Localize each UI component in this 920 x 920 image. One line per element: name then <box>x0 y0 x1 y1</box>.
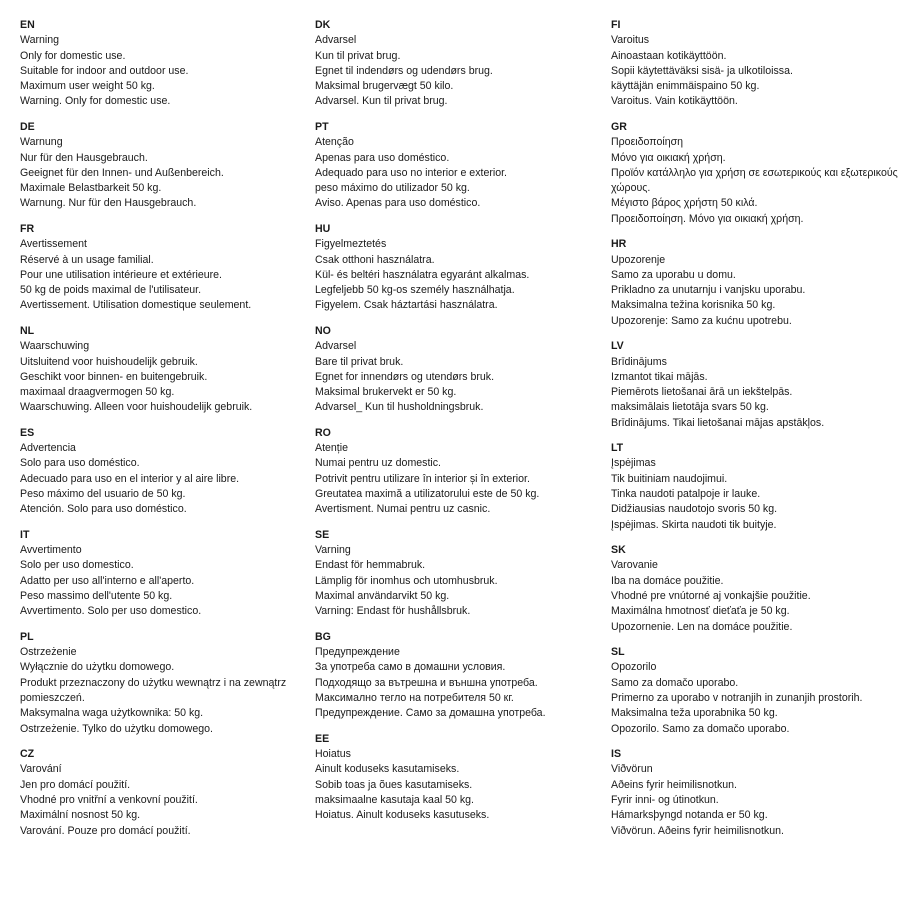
warning-text-line: Opozorilo. Samo za domačo uporabo. <box>611 722 790 735</box>
language-block <box>20 324 320 416</box>
warning-text-line: Csak otthoni használatra. <box>315 253 435 266</box>
language-code: LV <box>611 340 624 353</box>
warning-text-line: Προειδοποίηση. Μόνο για οικιακή χρήση. <box>611 212 804 225</box>
warning-heading: Upozorenje <box>611 253 666 266</box>
language-block <box>315 324 615 416</box>
warning-text-line: Adatto per uso all'interno e all'aperto. <box>20 574 195 587</box>
warning-text-line: Μέγιστο βάρος χρήστη 50 κιλά. <box>611 197 758 210</box>
warning-text-line: Samo za domačo uporabo. <box>611 676 739 689</box>
warning-text-line: Only for domestic use. <box>20 49 126 62</box>
language-code: NO <box>315 324 331 337</box>
warning-text-line: Maximálna hmotnosť dieťaťa je 50 kg. <box>611 605 790 618</box>
warning-text-line: Uitsluitend voor huishoudelijk gebruik. <box>20 355 198 368</box>
warning-heading: Waarschuwing <box>20 340 90 353</box>
warning-text-line: Geeignet für den Innen- und Außenbereich. <box>20 166 224 179</box>
warning-heading: Warnung <box>20 136 63 149</box>
language-code: NL <box>20 324 35 337</box>
warning-text-line: Adecuado para uso en el interior y al aire libre. <box>20 472 240 485</box>
language-code: FI <box>611 19 621 31</box>
warning-heading: Avertissement <box>20 238 87 251</box>
warning-text-line: Solo para uso doméstico. <box>20 457 140 470</box>
warning-text-line: Kun til privat brug. <box>315 49 401 62</box>
warning-text-line: Potrivit pentru utilizare în interior și în exterior. <box>315 472 530 485</box>
warning-text-line: Kül- és beltéri használatra egyaránt alkalmas. <box>315 268 530 281</box>
warning-heading: Advarsel <box>315 34 357 47</box>
warning-text-line: Предупреждение. Само за домашна употреба. <box>315 707 546 720</box>
language-code: SK <box>611 544 626 557</box>
language-block <box>20 18 320 110</box>
warning-text-line: maksimālais lietotāja svars 50 kg. <box>611 401 769 414</box>
warning-text-line: Figyelem. Csak háztartási használatra. <box>315 299 498 312</box>
language-block <box>611 18 911 110</box>
warning-heading: Varovanie <box>611 559 658 572</box>
language-code: CZ <box>20 748 35 761</box>
warning-text-line: Solo per uso domestico. <box>20 559 134 572</box>
warning-heading: Advertencia <box>20 442 76 455</box>
language-block <box>20 222 320 314</box>
language-block <box>315 732 615 824</box>
warning-text-line: Wyłącznie do użytku domowego. <box>20 661 175 674</box>
warning-text-line: Ostrzeżenie. Tylko do użytku domowego. <box>20 722 213 735</box>
warning-text-line: Réservé à un usage familial. <box>20 253 154 266</box>
column-2 <box>315 18 615 834</box>
warning-heading: Atenție <box>315 442 348 455</box>
warning-heading: Viðvörun <box>611 763 653 776</box>
language-code: DK <box>315 19 331 31</box>
warning-text-line: Максимално тегло на потребителя 50 кг. <box>315 692 514 704</box>
language-block <box>20 120 320 212</box>
language-code: ES <box>20 426 35 439</box>
warning-text-line: Brīdinājums. Tikai lietošanai mājas apstākļos. <box>611 416 825 429</box>
warning-text-line: Suitable for indoor and outdoor use. <box>20 64 189 77</box>
column-3 <box>611 18 911 849</box>
warning-text-line: Apenas para uso doméstico. <box>315 151 450 164</box>
warning-text-line: Viðvörun. Aðeins fyrir heimilisnotkun. <box>611 824 784 837</box>
warning-text-line: Legfeljebb 50 kg-os személy használhatja. <box>315 284 515 297</box>
warning-text-line: Įspėjimas. Skirta naudoti tik buityje. <box>611 518 777 531</box>
warning-text-line: Maximální nosnost 50 kg. <box>20 809 141 822</box>
warning-text-line: Hámarksþyngd notanda er 50 kg. <box>611 809 768 822</box>
warning-text-line: Maksimalna težina korisnika 50 kg. <box>611 299 776 312</box>
warning-heading: Figyelmeztetés <box>315 238 387 251</box>
warning-text-line: Nur für den Hausgebrauch. <box>20 151 148 164</box>
warning-text-line: peso máximo do utilizador 50 kg. <box>315 182 470 195</box>
warning-text-line: Maximale Belastbarkeit 50 kg. <box>20 182 162 195</box>
language-block <box>315 222 615 314</box>
warning-heading: Προειδοποίηση <box>611 136 684 149</box>
language-code: HR <box>611 238 627 251</box>
warning-text-line: Ainult koduseks kasutamiseks. <box>315 763 460 776</box>
warning-text-line: Samo za uporabu u domu. <box>611 268 736 281</box>
warning-text-line: Egnet til indendørs og udendørs brug. <box>315 64 493 77</box>
language-block <box>611 339 911 431</box>
warning-text-line: Geschikt voor binnen- en buitengebruik. <box>20 370 208 383</box>
warning-text-line: Produkt przeznaczony do użytku wewnątrz i na zewnątrz pomieszczeń. <box>20 676 287 704</box>
warning-text-line: Maksimal brugervægt 50 kilo. <box>315 80 454 93</box>
language-code: GR <box>611 120 627 133</box>
warning-text-line: Avertisment. Numai pentru uz casnic. <box>315 503 491 516</box>
warning-heading: Warning <box>20 34 60 47</box>
warning-heading: Brīdinājums <box>611 355 667 368</box>
warning-text-line: Προϊόν κατάλληλο για χρήση σε εσωτερικούς και εξωτερικούς χώρους. <box>611 166 898 195</box>
language-code: EN <box>20 19 35 31</box>
language-code: HU <box>315 222 331 235</box>
warning-text-line: Izmantot tikai mājās. <box>611 370 708 383</box>
warning-text-line: Sopii käytettäväksi sisä- ja ulkotiloissa. <box>611 64 793 77</box>
warning-heading: Предупреждение <box>315 646 400 659</box>
warning-heading: Varning <box>315 544 351 557</box>
warning-text-line: Advarsel_ Kun til husholdningsbruk. <box>315 401 484 414</box>
warning-text-line: Bare til privat bruk. <box>315 355 404 368</box>
language-block <box>315 528 615 620</box>
warning-text-line: käyttäjän enimmäispaino 50 kg. <box>611 80 760 93</box>
column-1 <box>20 18 320 849</box>
language-code: IT <box>20 528 30 541</box>
warning-text-line: Tinka naudoti patalpoje ir lauke. <box>611 488 761 501</box>
warning-text-line: Iba na domáce použitie. <box>611 574 724 587</box>
warning-text-line: Prikladno za unutarnju i vanjsku uporabu. <box>611 284 806 297</box>
warning-text-line: Endast för hemmabruk. <box>315 559 426 572</box>
language-block <box>315 426 615 518</box>
language-block <box>611 441 911 533</box>
warning-heading: Advarsel <box>315 340 357 353</box>
warning-text-line: Aviso. Apenas para uso doméstico. <box>315 197 481 210</box>
warning-text-line: Numai pentru uz domestic. <box>315 457 442 470</box>
warning-text-line: maksimaalne kasutaja kaal 50 kg. <box>315 793 474 806</box>
language-block <box>315 630 615 722</box>
warning-text-line: Tik buitiniam naudojimui. <box>611 472 728 485</box>
warning-text-line: Piemērots lietošanai ārā un iekštelpās. <box>611 386 793 399</box>
warning-text-line: Pour une utilisation intérieure et extérieure. <box>20 268 222 281</box>
language-code: FR <box>20 222 35 235</box>
warning-text-line: Maximum user weight 50 kg. <box>20 80 155 93</box>
language-block <box>20 747 320 839</box>
warning-text-line: Подходящо за вътрешна и външна употреба. <box>315 676 538 689</box>
language-block <box>315 18 615 110</box>
warning-text-line: Μόνο για οικιακή χρήση. <box>611 151 726 164</box>
warning-text-line: Varoitus. Vain kotikäyttöön. <box>611 95 738 108</box>
language-block <box>611 645 911 737</box>
warning-text-line: 50 kg de poids maximal de l'utilisateur. <box>20 284 202 297</box>
warning-text-line: Primerno za uporabo v notranjih in zunanjih prostorih. <box>611 692 863 704</box>
warning-text-line: Varování. Pouze pro domácí použití. <box>20 824 191 837</box>
warning-heading: Varoitus <box>611 34 650 47</box>
warning-text-line: Advarsel. Kun til privat brug. <box>315 95 448 108</box>
warning-text-line: Warnung. Nur für den Hausgebrauch. <box>20 197 197 210</box>
language-code: SL <box>611 646 625 659</box>
language-block <box>611 543 911 635</box>
warning-text-line: За употреба само в домашни условия. <box>315 661 506 674</box>
language-code: PT <box>315 120 329 133</box>
warning-text-line: Warning. Only for domestic use. <box>20 95 171 108</box>
language-code: IS <box>611 748 622 761</box>
warning-text-line: Fyrir inni- og útinotkun. <box>611 793 719 806</box>
warning-heading: Hoiatus <box>315 748 351 761</box>
warning-text-line: Adequado para uso no interior e exterior. <box>315 166 507 179</box>
language-block <box>20 528 320 620</box>
language-code: DE <box>20 120 35 133</box>
warning-text-line: Greutatea maximă a utilizatorului este de 50 kg. <box>315 488 540 501</box>
warning-heading: Opozorilo <box>611 661 657 674</box>
warning-text-line: Jen pro domácí použití. <box>20 778 131 791</box>
warning-text-line: Hoiatus. Ainult koduseks kasutuseks. <box>315 809 490 822</box>
language-code: SE <box>315 528 330 541</box>
warning-text-line: Upozorenje: Samo za kućnu upotrebu. <box>611 314 792 327</box>
warning-text-line: Waarschuwing. Alleen voor huishoudelijk gebruik. <box>20 401 253 414</box>
warning-heading: Atenção <box>315 136 354 149</box>
language-block <box>20 426 320 518</box>
warning-text-line: Aðeins fyrir heimilisnotkun. <box>611 778 737 791</box>
warning-text-line: Peso massimo dell'utente 50 kg. <box>20 590 173 603</box>
language-code: RO <box>315 426 331 439</box>
warning-heading: Ostrzeżenie <box>20 646 77 659</box>
warning-text-line: Vhodné pro vnitřní a venkovní použití. <box>20 793 198 806</box>
language-code: PL <box>20 630 34 643</box>
warning-text-line: Varning: Endast för hushållsbruk. <box>315 605 471 618</box>
warning-text-line: Ainoastaan kotikäyttöön. <box>611 49 727 62</box>
warning-text-line: Maksimalna teža uporabnika 50 kg. <box>611 707 778 720</box>
warning-text-line: Sobib toas ja õues kasutamiseks. <box>315 778 473 791</box>
warning-text-line: Lämplig för inomhus och utomhusbruk. <box>315 574 498 587</box>
warning-text-line: Egnet for innendørs og utendørs bruk. <box>315 370 495 383</box>
language-code: LT <box>611 442 624 455</box>
warning-text-line: Upozornenie. Len na domáce použitie. <box>611 620 793 633</box>
warning-text-line: Maksymalna waga użytkownika: 50 kg. <box>20 707 204 720</box>
warning-text-line: Avvertimento. Solo per uso domestico. <box>20 605 202 618</box>
warning-text-line: Maximal användarvikt 50 kg. <box>315 590 450 603</box>
warning-text-line: Atención. Solo para uso doméstico. <box>20 503 187 516</box>
language-block <box>611 120 911 227</box>
warning-text-line: Maksimal brukervekt er 50 kg. <box>315 386 457 399</box>
language-code: EE <box>315 732 330 745</box>
warning-heading: Įspėjimas <box>611 457 656 470</box>
warning-text-line: Vhodné pre vnútorné aj vonkajšie použitie. <box>611 590 811 603</box>
warning-heading: Avvertimento <box>20 544 82 557</box>
language-block <box>20 630 320 737</box>
warning-text-line: Didžiausias naudotojo svoris 50 kg. <box>611 503 778 516</box>
language-code: BG <box>315 630 331 643</box>
warning-heading: Varování <box>20 763 62 776</box>
language-block <box>611 237 911 329</box>
language-block <box>611 747 911 839</box>
warning-text-line: Avertissement. Utilisation domestique seulement. <box>20 299 252 312</box>
warning-text-line: maximaal draagvermogen 50 kg. <box>20 386 175 399</box>
warning-text-line: Peso máximo del usuario de 50 kg. <box>20 488 186 501</box>
language-block <box>315 120 615 212</box>
